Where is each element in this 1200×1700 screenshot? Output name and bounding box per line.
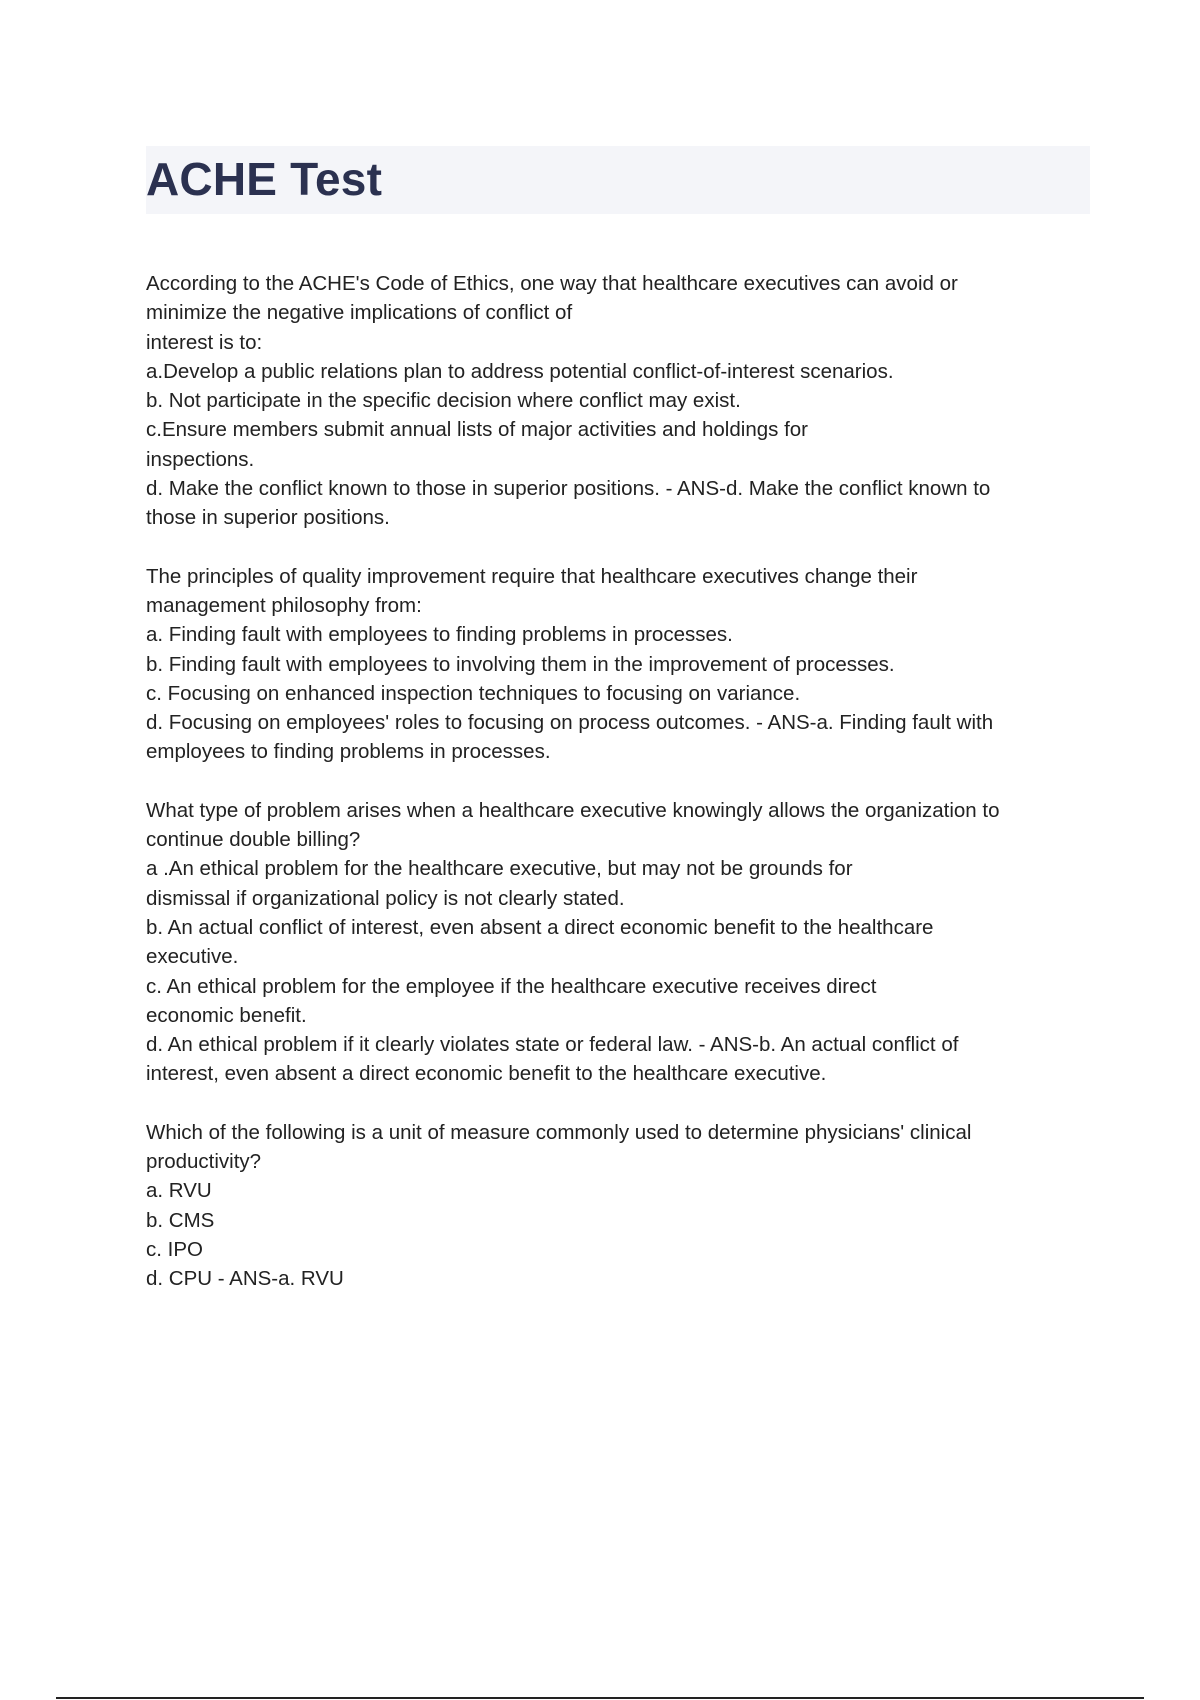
option-line: executive. bbox=[146, 945, 239, 969]
answer-line: employees to finding problems in processes. bbox=[146, 740, 551, 764]
question-line: The principles of quality improvement require that healthcare executives change their bbox=[146, 564, 918, 588]
option-line: a. Finding fault with employees to finding problems in processes. bbox=[146, 623, 733, 647]
option-line: c. An ethical problem for the employee if the healthcare executive receives direct bbox=[146, 974, 877, 998]
option-line: a. RVU bbox=[146, 1179, 212, 1203]
question-block bbox=[146, 796, 1090, 1089]
option-line: c. IPO bbox=[146, 1237, 203, 1261]
footer-divider bbox=[56, 1697, 1144, 1699]
question-block bbox=[146, 1118, 1090, 1294]
document-title: ACHE Test bbox=[146, 153, 383, 205]
answer-line: d. Make the conflict known to those in superior positions. - ANS-d. Make the conflict known to bbox=[146, 477, 991, 501]
answer-line: d. CPU - ANS-a. RVU bbox=[146, 1267, 344, 1291]
option-line: dismissal if organizational policy is not clearly stated. bbox=[146, 886, 625, 910]
option-line: a.Develop a public relations plan to address potential conflict-of-interest scenarios. bbox=[146, 359, 894, 383]
question-line: minimize the negative implications of conflict of bbox=[146, 301, 573, 325]
question-block bbox=[146, 269, 1090, 533]
question-list bbox=[146, 269, 1090, 1323]
question-line: productivity? bbox=[146, 1150, 262, 1174]
option-line: b. An actual conflict of interest, even absent a direct economic benefit to the healthcare bbox=[146, 915, 934, 939]
option-line: economic benefit. bbox=[146, 1003, 307, 1027]
answer-line: those in superior positions. bbox=[146, 506, 390, 530]
option-line: a .An ethical problem for the healthcare executive, but may not be grounds for bbox=[146, 857, 853, 881]
option-line: b. CMS bbox=[146, 1208, 215, 1232]
question-line: interest is to: bbox=[146, 330, 263, 354]
option-line: c. Focusing on enhanced inspection techniques to focusing on variance. bbox=[146, 681, 801, 705]
option-line: b. Finding fault with employees to involving them in the improvement of processes. bbox=[146, 652, 895, 676]
title-banner bbox=[146, 146, 1090, 214]
option-line: c.Ensure members submit annual lists of major activities and holdings for bbox=[146, 418, 808, 442]
question-line: management philosophy from: bbox=[146, 593, 422, 617]
option-line: inspections. bbox=[146, 447, 255, 471]
question-block bbox=[146, 562, 1090, 767]
question-line: According to the ACHE's Code of Ethics, one way that healthcare executives can avoid or bbox=[146, 272, 958, 295]
question-line: What type of problem arises when a healthcare executive knowingly allows the organization to bbox=[146, 798, 1000, 822]
question-line: continue double billing? bbox=[146, 828, 361, 852]
question-line: Which of the following is a unit of measure commonly used to determine physicians' clinical bbox=[146, 1120, 972, 1144]
option-line: b. Not participate in the specific decision where conflict may exist. bbox=[146, 389, 741, 413]
answer-line: d. Focusing on employees' roles to focusing on process outcomes. - ANS-a. Finding fault with bbox=[146, 711, 994, 735]
answer-line: d. An ethical problem if it clearly violates state or federal law. - ANS-b. An actual conflict of bbox=[146, 1033, 959, 1057]
answer-line: interest, even absent a direct economic benefit to the healthcare executive. bbox=[146, 1062, 827, 1086]
